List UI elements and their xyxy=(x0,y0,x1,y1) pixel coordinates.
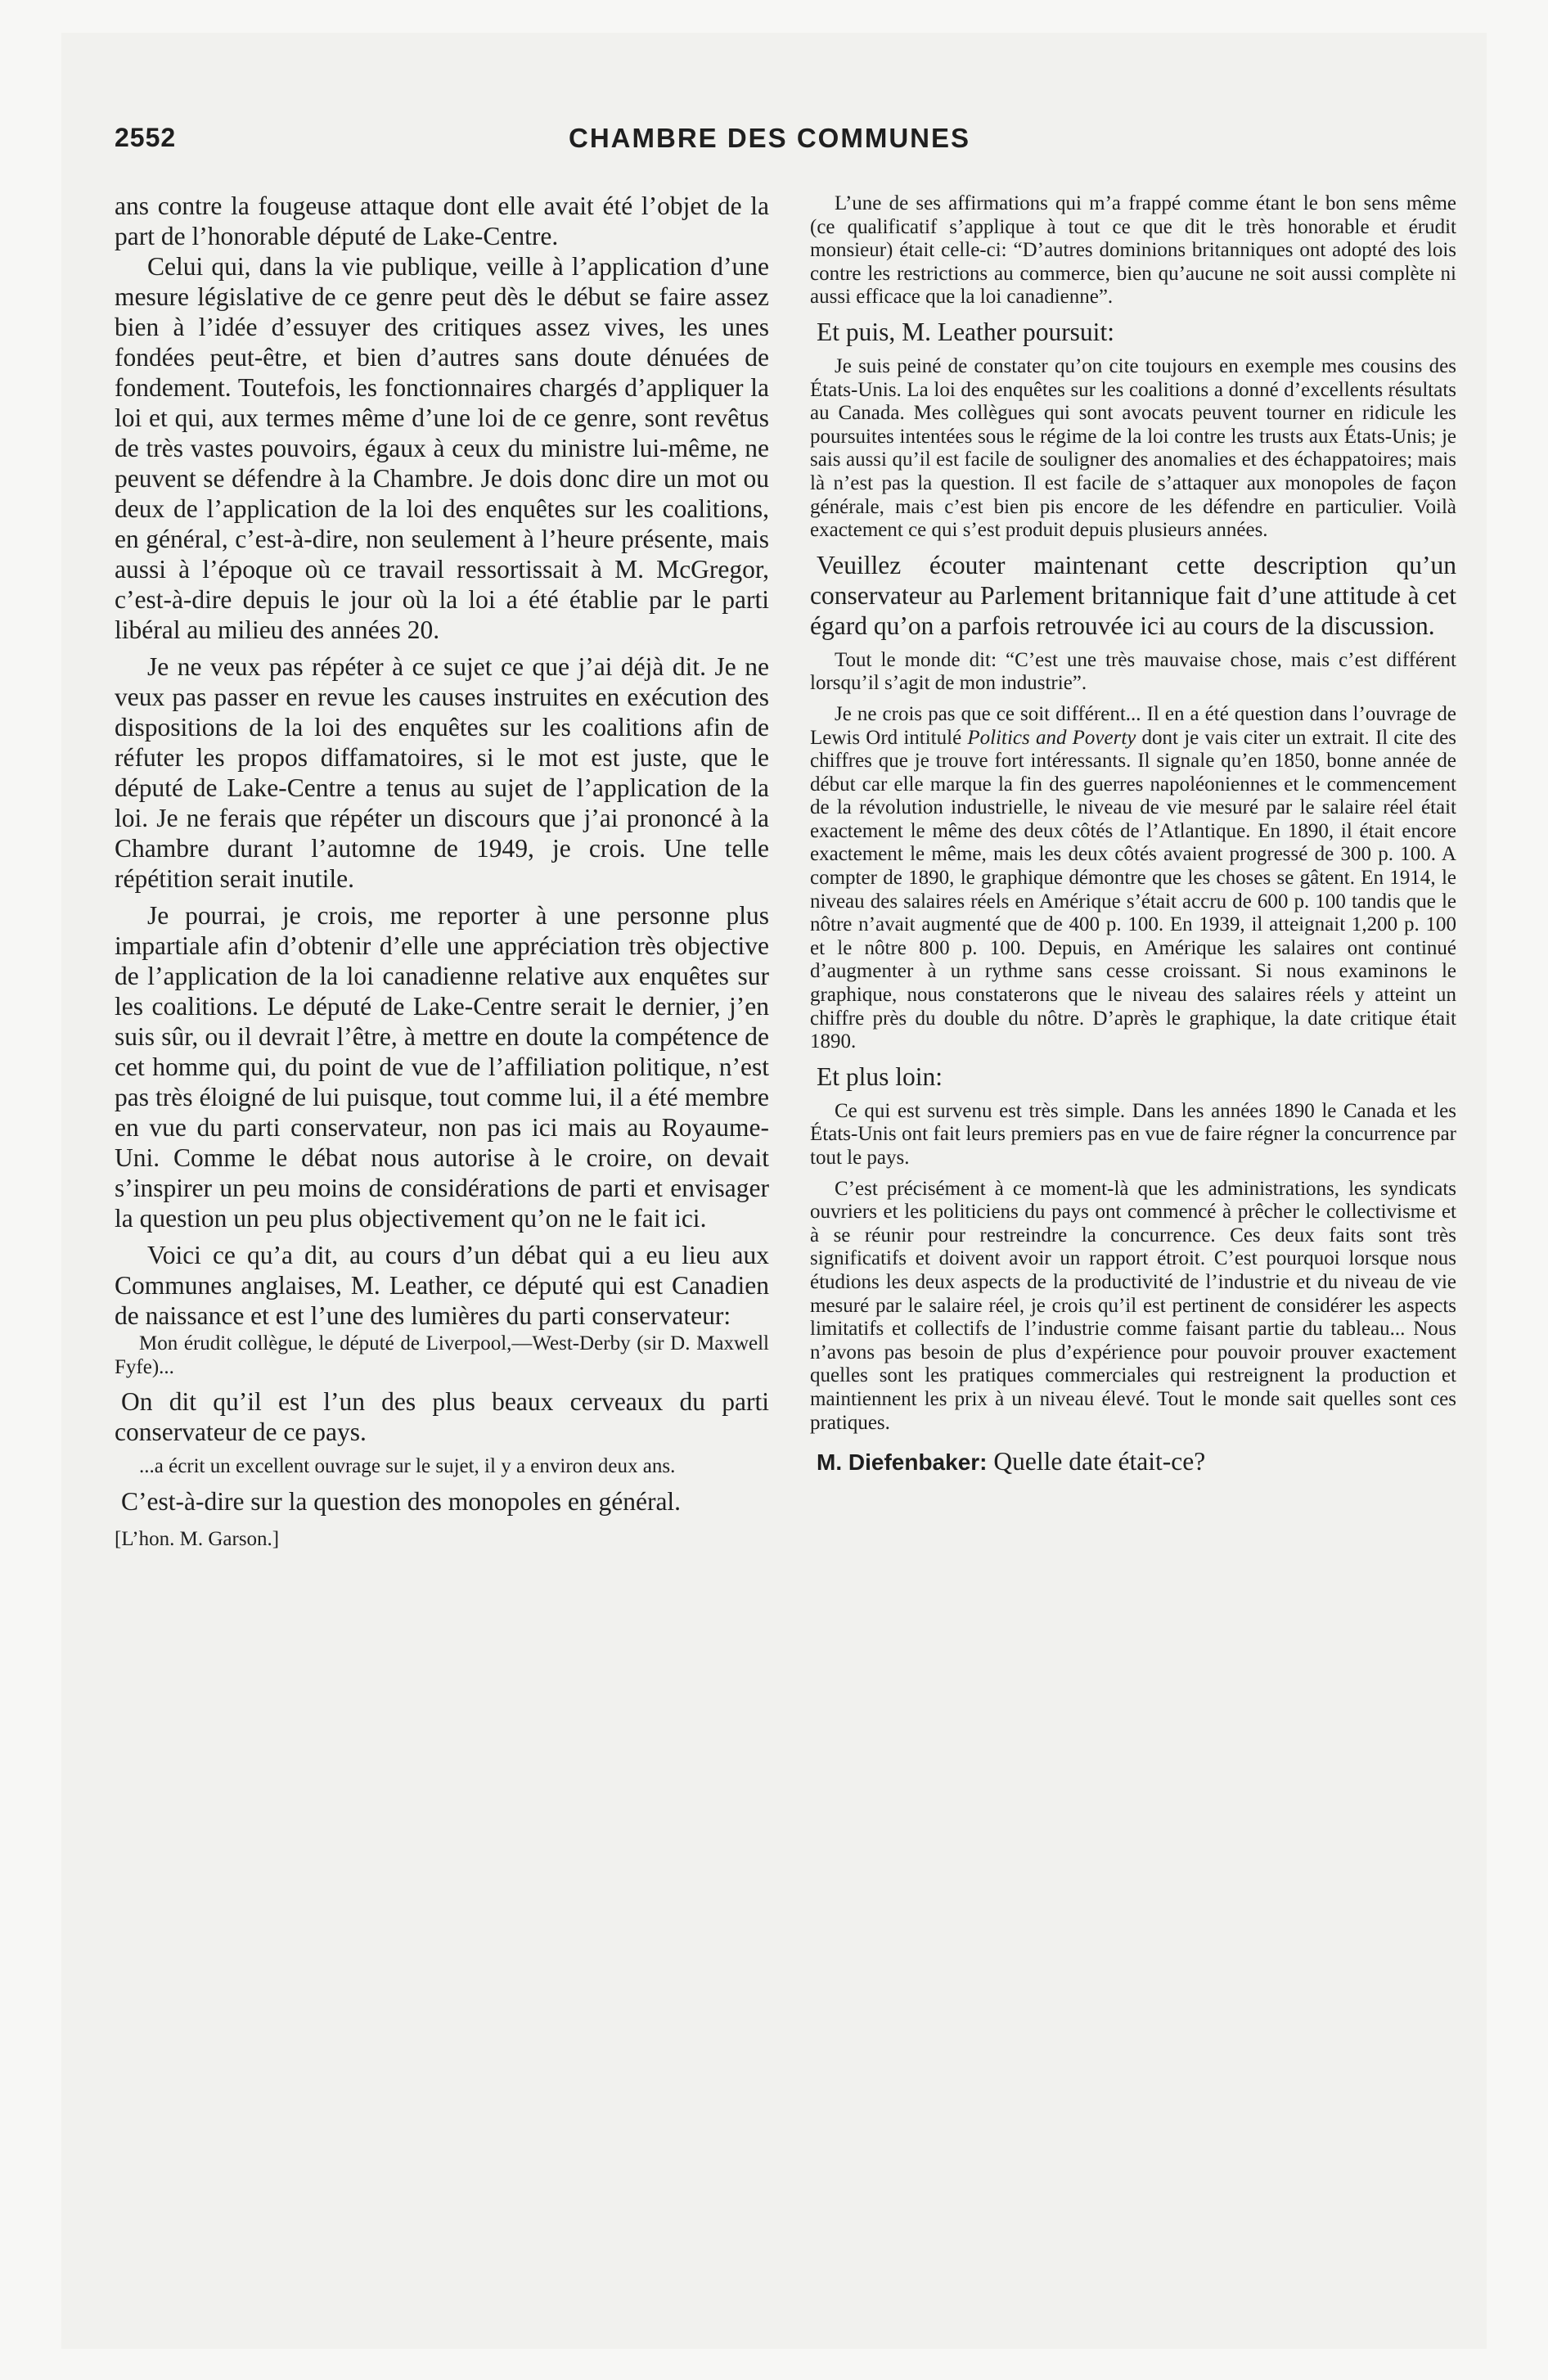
block-quote: C’est précisément à ce moment-là que les administrations, les syndicats ouvriers et les politiciens du pays ont commencé à prêcher le collectivisme et à se réunir pour restreindre la concurrence. Ces deux faits sont très significatifs et doivent avoir un rapport étroit. C’est pourquoi lorsque nous étudions les deux aspects de la productivité de l’industrie et du niveau de vie mesuré par le salaire réel, je crois qu’il est pertinent de considérer les aspects limitatifs et collectifs de l’industrie comme faisant partie du tableau... Nous n’avons pas besoin de plus d’expérience pour pouvoir prouver exactement quelles sont les pratiques commerciales qui restreignent la production et maintiennent les prix à un niveau élevé. Tout le monde sait quelles sont ces pratiques. xyxy=(810,1177,1456,1434)
quote-text: dont je vais citer un extrait. Il cite des chiffres que je trouve fort intéressants. Il signale qu’en 1850, bonne année de début car elle marque la fin des guerres napoléoniennes et le commencement de la révolution industrielle, le niveau de vie mesuré par le salaire réel était exactement le même des deux côtés de l’Atlantique. En 1890, il était encore exactement le même, mais les deux côtés avaient progressé de 300 p. 100. A compter de 1890, le graphique démontre que les choses se gâtent. En 1914, le niveau des salaires réels en Amérique s’était accru de 600 p. 100 tandis que le nôtre n’avait augmenté que de 400 p. 100. En 1939, il atteignait 1,200 p. 100 et le nôtre 800 p. 100. Depuis, en Amérique les salaires ont continué d’augmenter à un rythme sans cesse croissant. Si nous examinons le graphique, nous constaterons que le niveau des salaires réels y atteint un chiffre près du double du nôtre. D’après le graphique, la date critique était 1890. xyxy=(810,726,1457,1053)
speaker-line xyxy=(810,1446,1456,1477)
paragraph: Celui qui, dans la vie publique, veille à l’application d’une mesure législative de ce genre peut dès le début se faire assez bien à l’idée d’essuyer des critiques assez vives, les unes fondées peut-être, et bien d’autres sans doute dénuées de fondement. Toutefois, les fonctionnaires chargés d’appliquer la loi et qui, aux termes même d’une loi de ce genre, sont revêtus de très vastes pouvoirs, égaux à ceux du ministre lui-même, ne peuvent se défendre à la Chambre. Je dois donc dire un mot ou deux de l’application de la loi des enquêtes sur les coalitions, en général, c’est-à-dire, non seulement à l’heure présente, mais aussi à l’époque où ce travail ressortissait à M. McGregor, c’est-à-dire depuis le jour où la loi a été établie par le parti libéral au milieu des années 20. xyxy=(115,252,769,644)
paragraph: Je pourrai, je crois, me reporter à une personne plus impartiale afin d’obtenir d’elle une appréciation très objective de l’application de la loi canadienne relative aux enquêtes sur les coalitions. Le député de Lake-Centre serait le dernier, j’en suis sûr, ou il devrait l’être, à mettre en doute la compétence de cet homme qui, du point de vue de l’affiliation politique, n’est pas très éloigné de lui puisque, tout comme lui, il a été membre en vue du parti conservateur, non pas ici mais au Royaume-Uni. Comme le débat nous autorise à le croire, on devait s’inspirer un peu moins de considérations de parti et envisager la question un peu plus objectivement qu’on ne le fait ici. xyxy=(115,901,769,1233)
block-quote: Ce qui est survenu est très simple. Dans les années 1890 le Canada et les États-Unis ont fait leurs premiers pas en vue de faire régner la concurrence par tout le pays. xyxy=(810,1099,1456,1169)
block-quote: Mon érudit collègue, le député de Liverpool,—West-Derby (sir D. Maxwell Fyfe)... xyxy=(115,1332,769,1378)
block-quote: ...a écrit un excellent ouvrage sur le sujet, il y a environ deux ans. xyxy=(139,1455,676,1478)
paragraph: Et puis, M. Leather poursuit: xyxy=(817,317,1114,346)
page-header xyxy=(115,123,1456,164)
right-column xyxy=(810,191,1456,1477)
paragraph: C’est-à-dire sur la question des monopoles en général. xyxy=(121,1486,682,1516)
quote-text: Je ne crois pas que ce soit différent... Il en a été question dans l’ouvrage de Lewis Ord intitulé xyxy=(810,702,1456,749)
block-quote: Je suis peiné de constater qu’on cite toujours en exemple mes cousins des États-Unis. La loi des enquêtes sur les coalitions a donné d’excellents résultats au Canada. Mes collègues qui sont avocats peuvent tourner en ridicule les poursuites intentées sous le régime de la loi contre les trusts aux États-Unis; je sais aussi qu’il est facile de souligner des anomalies et des échappatoires; mais là n’est pas la question. Il est facile de s’attaquer aux monopoles de façon générale, mais c’est bien pis encore de les défendre en particulier. Voilà exactement ce qui s’est produit depuis plusieurs années. xyxy=(810,354,1456,542)
speaker-name: M. Diefenbaker: xyxy=(817,1449,988,1476)
paragraph: Voici ce qu’a dit, au cours d’un débat qui a eu lieu aux Communes anglaises, M. Leather, ce député qui est Canadien de naissance et est l’une des lumières du parti conservateur: xyxy=(115,1241,769,1330)
paragraph: On dit qu’il est l’un des plus beaux cerveaux du parti conservateur de ce pays. xyxy=(115,1387,769,1447)
block-quote: L’une de ses affirmations qui m’a frappé comme étant le bon sens même (ce qualificatif s’applique à tout ce que dit le très honorable et érudit monsieur) était celle-ci: “D’autres dominions britanniques ont adopté des lois contre les restrictions au commerce, bien qu’aucune ne soit aussi complète ni aussi efficace que la loi canadienne”. xyxy=(810,192,1456,309)
speaker-citation: [L’hon. M. Garson.] xyxy=(115,1527,280,1550)
left-column xyxy=(115,191,769,1551)
paragraph: ans contre la fougeuse attaque dont elle avait été l’objet de la part de l’honorable député de Lake-Centre. xyxy=(115,192,769,250)
block-quote xyxy=(810,703,1456,1054)
page-number: 2552 xyxy=(115,123,177,152)
paragraph: Veuillez écouter maintenant cette description qu’un conservateur au Parlement britannique fait d’une attitude à cet égard qu’on a parfois retrouvée ici au cours de la discussion. xyxy=(810,550,1456,640)
running-head: CHAMBRE DES COMMUNES xyxy=(569,123,971,153)
book-title: Politics and Poverty xyxy=(967,726,1136,749)
block-quote: Tout le monde dit: “C’est une très mauvaise chose, mais c’est différent lorsqu’il s’agit de mon industrie”. xyxy=(810,648,1456,695)
paragraph: Et plus loin: xyxy=(817,1062,943,1091)
speech-text: Quelle date était-ce? xyxy=(993,1447,1206,1476)
paragraph: Je ne veux pas répéter à ce sujet ce que j’ai déjà dit. Je ne veux pas passer en revue les causes instruites en exécution des dispositions de la loi des enquêtes sur les coalitions afin de réfuter les propos diffamatoires, si le mot est juste, que le député de Lake-Centre a tenus au sujet de l’application de la loi. Je ne ferais que répéter un discours que j’ai prononcé à la Chambre durant l’automne de 1949, je crois. Une telle répétition serait inutile. xyxy=(115,652,769,893)
